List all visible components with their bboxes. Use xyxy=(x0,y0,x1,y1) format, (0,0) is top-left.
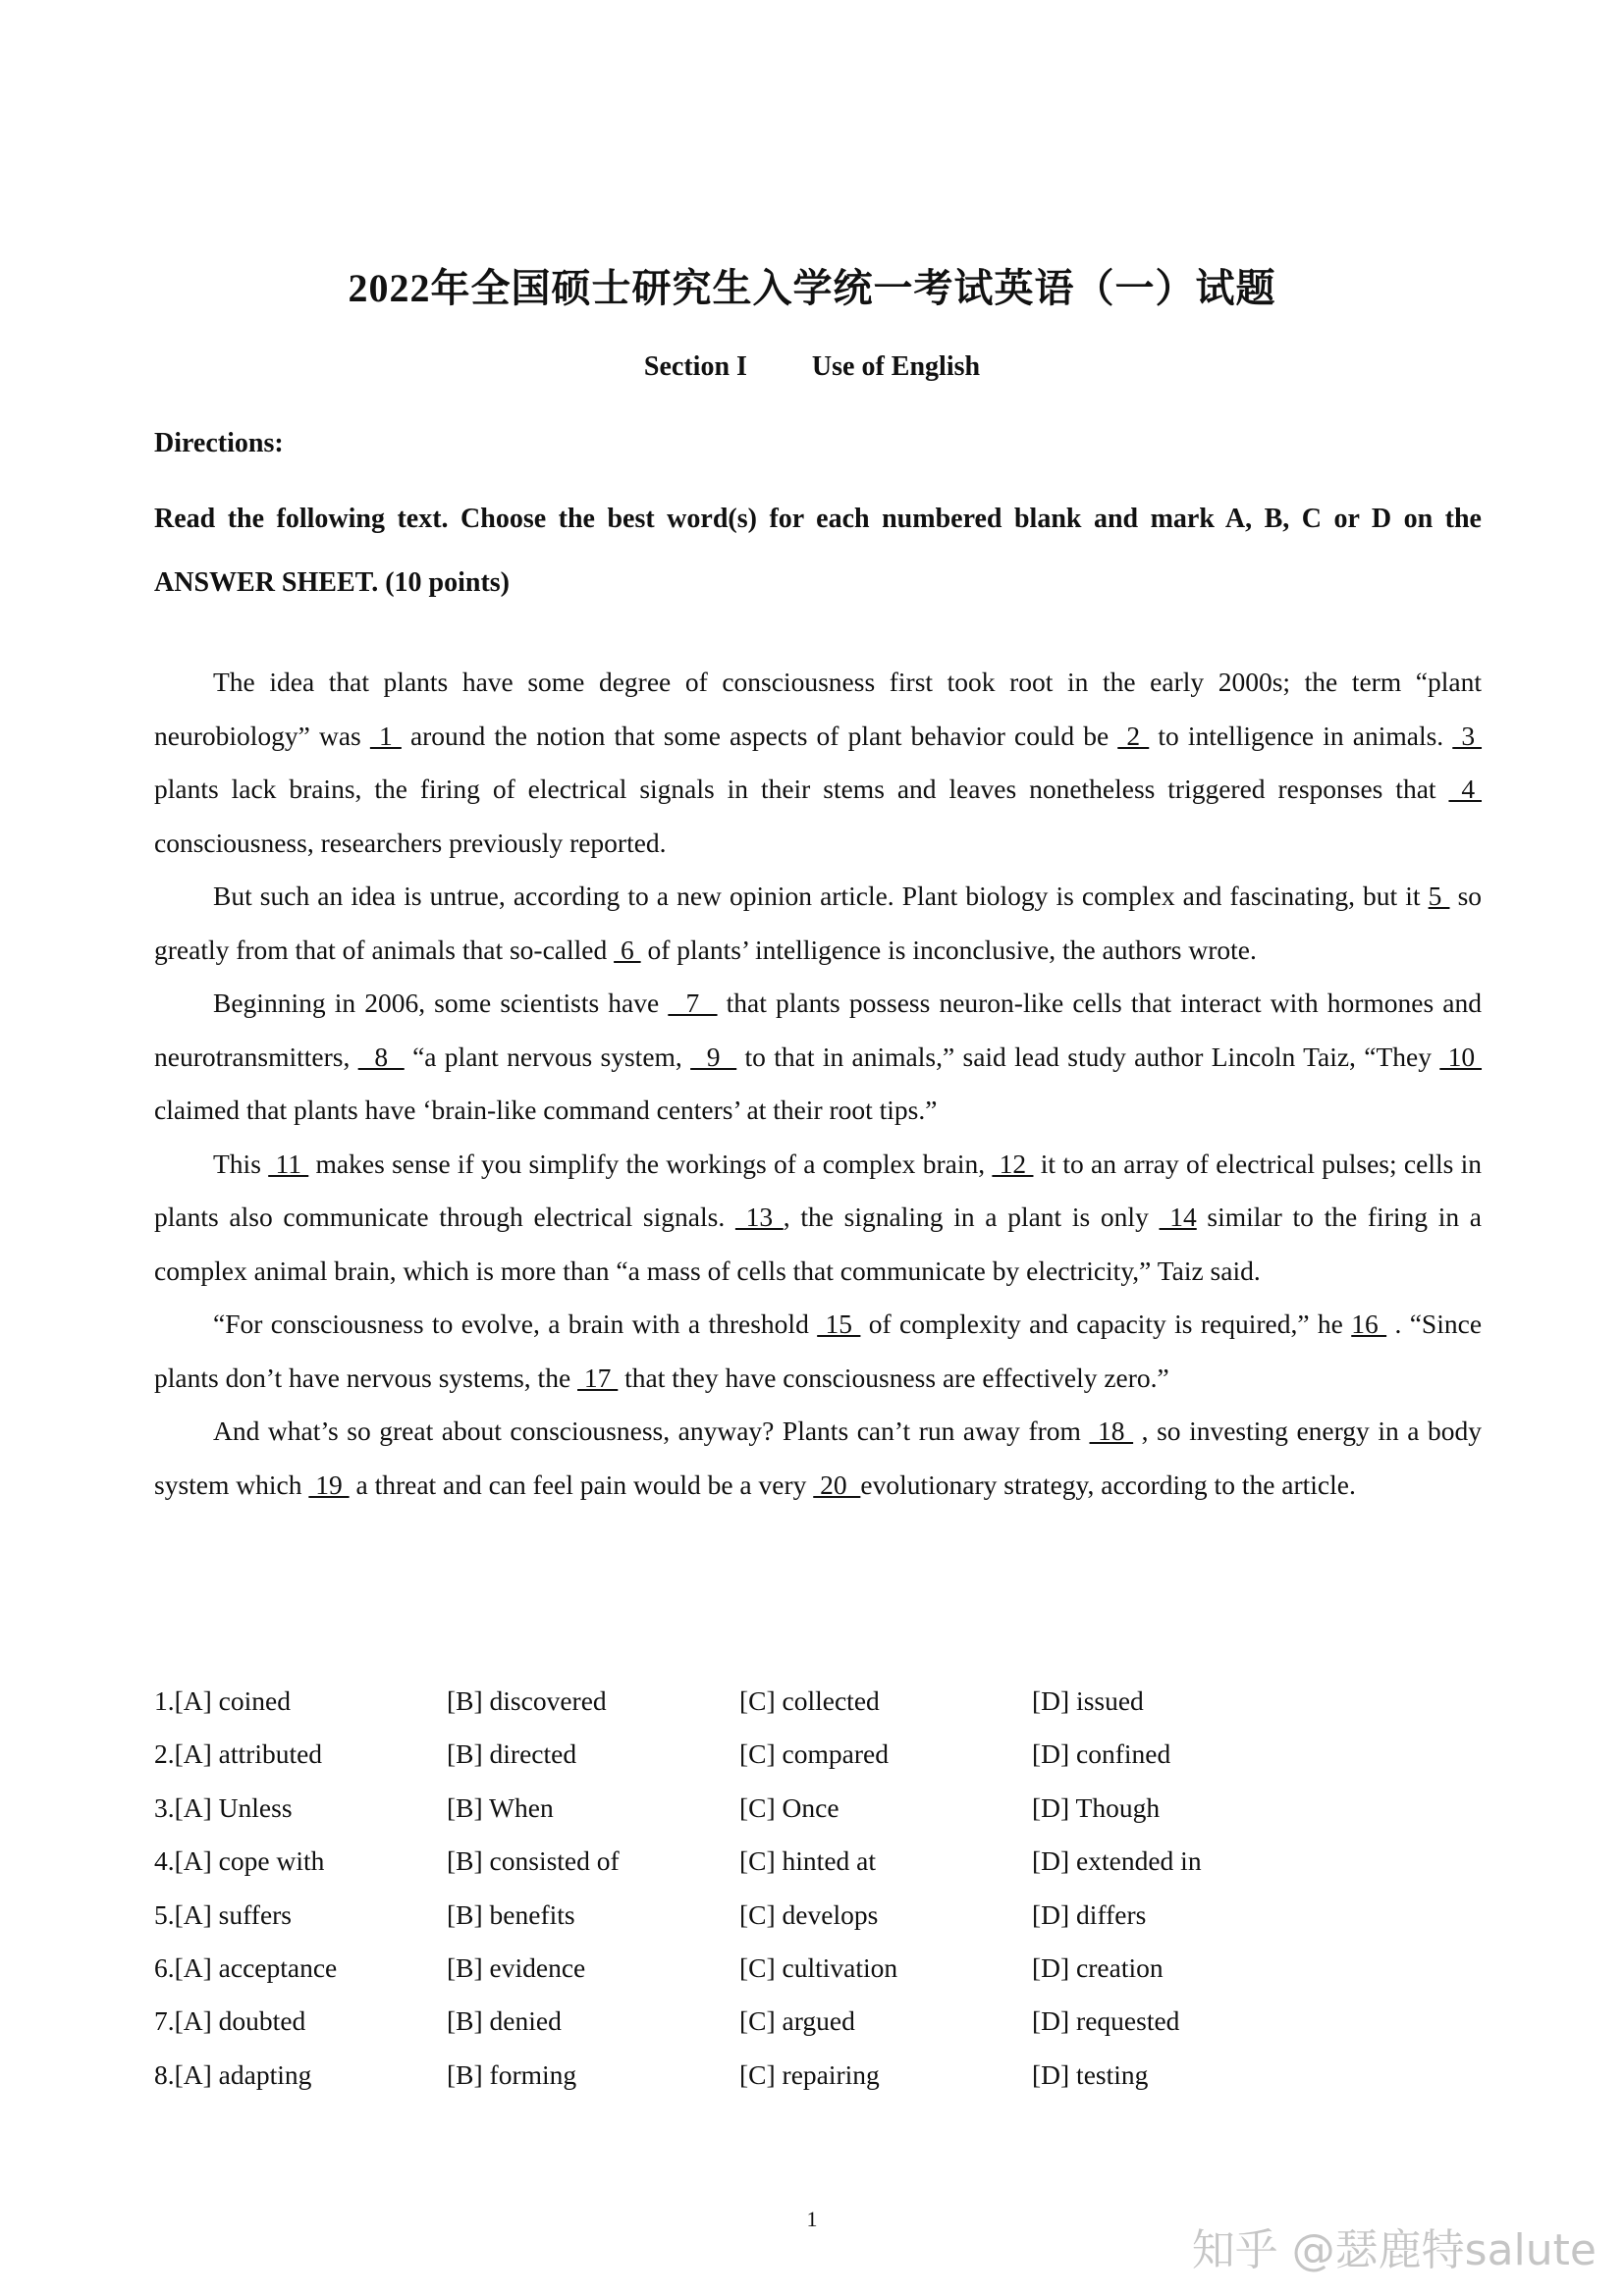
option: [B] forming xyxy=(447,2058,577,2090)
option: [B] denied xyxy=(447,2005,562,2037)
blank-3: 3 xyxy=(1452,720,1483,751)
blank-1: 1 xyxy=(369,720,402,751)
watermark: 知乎 @瑟鹿特salute xyxy=(1191,2225,1597,2275)
directions-heading: Directions: xyxy=(154,428,284,458)
option: [B] When xyxy=(447,1791,554,1823)
option: 3.[A] Unless xyxy=(154,1791,293,1823)
blank-10: 10 xyxy=(1439,1041,1483,1072)
passage-paragraph: But such an idea is untrue, according to a new opinion article. Plant biology is complex and fascinating, but it 5 so greatly from that of animals that so-called 6 of plants’ intelligence is inconclusive, the authors wrote. xyxy=(154,881,1483,965)
option: [D] differs xyxy=(1032,1898,1147,1930)
option: [D] creation xyxy=(1032,1951,1164,1983)
option: [C] cultivation xyxy=(739,1951,898,1983)
blank-14: 14 xyxy=(1159,1201,1197,1232)
option-row xyxy=(154,1835,1332,1888)
blank-19: 19 xyxy=(308,1468,350,1500)
option: [B] benefits xyxy=(447,1898,575,1930)
option: [B] consisted of xyxy=(447,1845,620,1877)
option: 7.[A] doubted xyxy=(154,2005,306,2037)
option: 8.[A] adapting xyxy=(154,2058,312,2090)
option: [C] compared xyxy=(739,1738,889,1770)
blank-9: 9 xyxy=(690,1041,737,1072)
option: [D] extended in xyxy=(1032,1845,1202,1877)
passage-paragraph: And what’s so great about consciousness, anyway? Plants can’t run away from 18 , so investing energy in a body system which 19 a threat and can feel pain would be a very 20 evolutionary strategy, according to the article. xyxy=(154,1415,1483,1500)
passage-paragraph: This 11 makes sense if you simplify the workings of a complex brain, 12 it to an array of electrical pulses; cells in plants also communicate through electrical signals. 13 , the signaling in a plant is only 14 similar to the firing in a complex animal brain, which is more than “a mass of cells that communicate by electricity,” Taiz said. xyxy=(154,1148,1483,1286)
option: [C] collected xyxy=(739,1685,880,1716)
blank-15: 15 xyxy=(817,1308,861,1339)
blank-16: 16 xyxy=(1351,1308,1387,1339)
option-row xyxy=(154,1782,1332,1835)
passage-paragraph: Beginning in 2006, some scientists have 7 that plants possess neuron-like cells that interact with hormones and neurotransmitters, 8 “a plant nervous system, 9 to that in animals,” said lead study author Lincoln Taiz, “They 10 claimed that plants have ‘brain-like command centers’ at their root tips.” xyxy=(154,988,1483,1125)
option: 5.[A] suffers xyxy=(154,1898,293,1930)
option: [C] hinted at xyxy=(739,1845,876,1877)
blank-6: 6 xyxy=(614,934,641,965)
answer-options xyxy=(154,1675,1332,2102)
option-row xyxy=(154,1942,1332,1995)
option: [D] issued xyxy=(1032,1685,1144,1716)
blank-8: 8 xyxy=(357,1041,405,1072)
option: [B] discovered xyxy=(447,1685,607,1716)
option: [D] requested xyxy=(1032,2005,1180,2037)
blank-4: 4 xyxy=(1448,774,1483,804)
option: [B] directed xyxy=(447,1738,577,1770)
section-heading xyxy=(0,351,1624,383)
option: 6.[A] acceptance xyxy=(154,1951,338,1983)
blank-20: 20 xyxy=(813,1468,861,1500)
section-number: Section I xyxy=(643,351,747,382)
option: [D] Though xyxy=(1032,1791,1161,1823)
option-row xyxy=(154,1995,1332,2048)
blank-11: 11 xyxy=(268,1148,309,1179)
directions-text: Read the following text. Choose the best word(s) for each numbered blank and mark A, B, C or D on the ANSWER SHEET. (10 points) xyxy=(154,504,1482,598)
blank-13: 13 xyxy=(734,1201,784,1232)
option: [B] evidence xyxy=(447,1951,586,1983)
blank-7: 7 xyxy=(668,988,718,1018)
option: 1.[A] coined xyxy=(154,1685,291,1716)
option-row xyxy=(154,1889,1332,1942)
option: [D] confined xyxy=(1032,1738,1171,1770)
option-row xyxy=(154,1675,1332,1728)
blank-2: 2 xyxy=(1117,720,1150,751)
cloze-passage xyxy=(154,656,1482,1512)
blank-18: 18 xyxy=(1089,1415,1134,1446)
option-row xyxy=(154,1728,1332,1781)
blank-17: 17 xyxy=(577,1362,619,1393)
blank-5: 5 xyxy=(1428,881,1450,911)
page-title: 2022年全国硕士研究生入学统一考试英语（一）试题 xyxy=(348,266,1276,310)
option: [C] repairing xyxy=(739,2058,880,2090)
option: 2.[A] attributed xyxy=(154,1738,323,1770)
option: [C] Once xyxy=(739,1791,839,1823)
option: [D] testing xyxy=(1032,2058,1149,2090)
blank-12: 12 xyxy=(992,1148,1034,1179)
passage-paragraph: “For consciousness to evolve, a brain with a threshold 15 of complexity and capacity is required,” he 16 . “Since plants don’t have nervous systems, the 17 that they have consciousness are effectively zero.” xyxy=(154,1308,1483,1393)
passage-paragraph: The idea that plants have some degree of consciousness first took root in the early 2000s; the term “plant neurobiology” was 1 around the notion that some aspects of plant behavior could be 2 to intelligence in animals. 3 plants lack brains, the firing of electrical signals in their stems and leaves nonetheless triggered responses that 4 consciousness, researchers previously reported. xyxy=(154,667,1483,858)
option-row xyxy=(154,2049,1332,2102)
option: [C] develops xyxy=(739,1898,879,1930)
section-name: Use of English xyxy=(811,351,981,382)
option: 4.[A] cope with xyxy=(154,1845,325,1877)
option: [C] argued xyxy=(739,2005,855,2037)
page-number: 1 xyxy=(806,2207,818,2231)
